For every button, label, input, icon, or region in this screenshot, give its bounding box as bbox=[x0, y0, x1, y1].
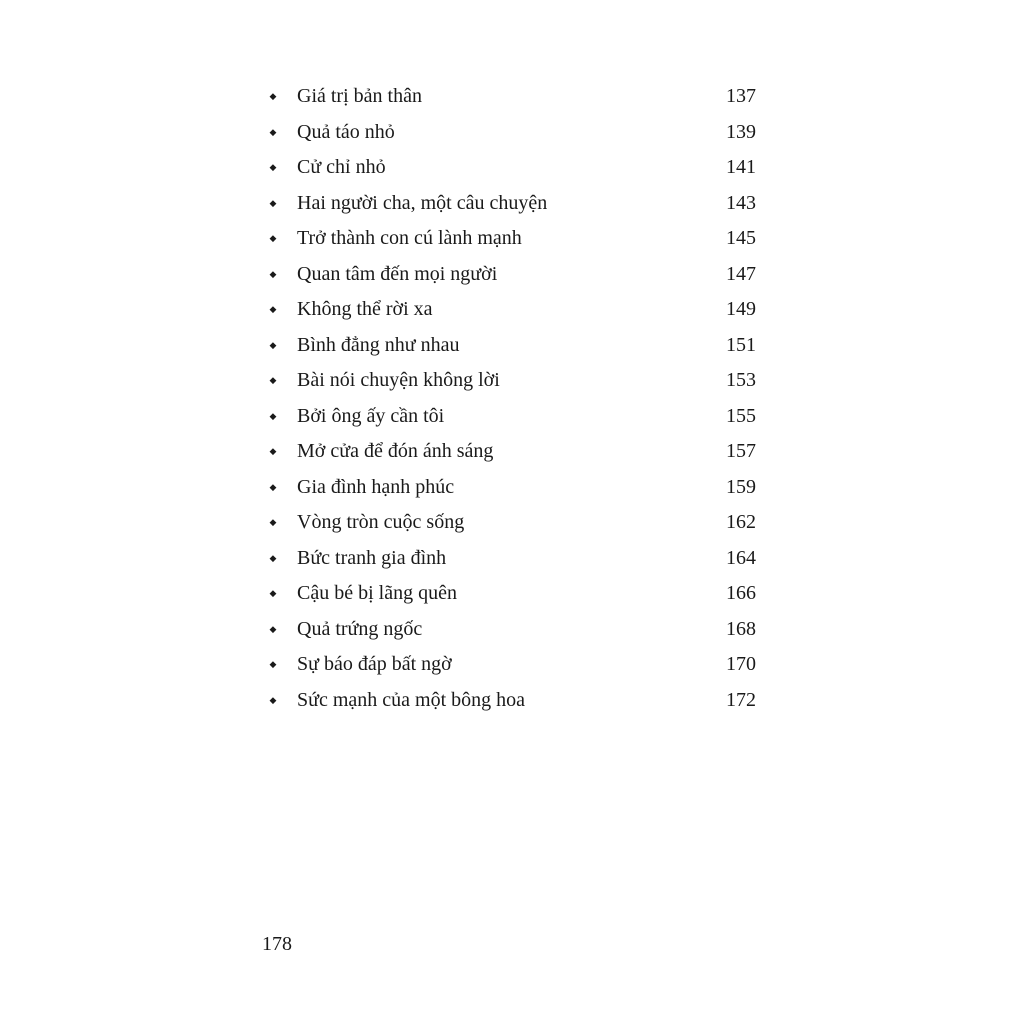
toc-entry-title: Mở cửa để đón ánh sáng bbox=[297, 440, 494, 462]
diamond-bullet-icon: ◆ bbox=[269, 623, 277, 634]
diamond-bullet-icon: ◆ bbox=[269, 126, 277, 137]
toc-entry-title: Sự báo đáp bất ngờ bbox=[297, 653, 452, 675]
toc-entry bbox=[262, 115, 762, 151]
diamond-bullet-icon: ◆ bbox=[269, 517, 277, 527]
diamond-bullet-icon: ◆ bbox=[269, 233, 277, 243]
diamond-bullet-icon: ◆ bbox=[269, 197, 277, 208]
toc-entry-title: Bởi ông ấy cần tôi bbox=[297, 404, 445, 427]
toc-entry-title: Giá trị bản thân bbox=[297, 85, 422, 107]
diamond-bullet-icon: ◆ bbox=[269, 552, 277, 563]
toc-entry bbox=[262, 221, 762, 257]
diamond-bullet-icon: ◆ bbox=[269, 481, 277, 492]
toc-entry bbox=[262, 683, 762, 719]
toc-entry-title: Bức tranh gia đình bbox=[297, 546, 447, 569]
toc-entry-page: 153 bbox=[726, 369, 756, 391]
toc-entry bbox=[262, 470, 762, 506]
toc-entry-title: Vòng tròn cuộc sống bbox=[297, 511, 465, 533]
toc-entry bbox=[262, 292, 762, 328]
table-of-contents bbox=[262, 79, 762, 718]
diamond-bullet-icon: ◆ bbox=[269, 339, 277, 350]
toc-entry bbox=[262, 186, 762, 222]
toc-entry-page: 143 bbox=[726, 191, 756, 214]
page-number: 178 bbox=[262, 933, 292, 955]
toc-entry-page: 155 bbox=[726, 404, 756, 427]
diamond-bullet-icon: ◆ bbox=[269, 446, 277, 456]
toc-entry-page: 147 bbox=[726, 262, 756, 285]
toc-entry bbox=[262, 79, 762, 115]
toc-entry-page: 170 bbox=[726, 653, 756, 675]
toc-entry-page: 145 bbox=[726, 227, 756, 249]
toc-entry-title: Quan tâm đến mọi người bbox=[297, 262, 498, 285]
toc-entry bbox=[262, 576, 762, 612]
toc-entry bbox=[262, 150, 762, 186]
toc-entry-page: 139 bbox=[726, 120, 756, 143]
toc-entry bbox=[262, 363, 762, 399]
toc-entry-title: Quả táo nhỏ bbox=[297, 120, 395, 143]
diamond-bullet-icon: ◆ bbox=[269, 410, 277, 421]
toc-entry bbox=[262, 257, 762, 293]
toc-entry-page: 157 bbox=[726, 440, 756, 462]
toc-entry-page: 159 bbox=[726, 475, 756, 498]
diamond-bullet-icon: ◆ bbox=[269, 268, 277, 279]
toc-entry-page: 137 bbox=[726, 85, 756, 107]
toc-entry-page: 164 bbox=[726, 546, 756, 569]
diamond-bullet-icon: ◆ bbox=[269, 304, 277, 314]
diamond-bullet-icon: ◆ bbox=[269, 375, 277, 385]
toc-entry-title: Gia đình hạnh phúc bbox=[297, 475, 455, 498]
toc-entry-title: Trở thành con cú lành mạnh bbox=[297, 227, 522, 249]
toc-entry bbox=[262, 505, 762, 541]
toc-entry-page: 172 bbox=[726, 688, 756, 711]
toc-entry-title: Bình đẳng như nhau bbox=[297, 333, 460, 356]
toc-entry-title: Cậu bé bị lãng quên bbox=[297, 582, 457, 604]
diamond-bullet-icon: ◆ bbox=[269, 588, 277, 598]
toc-entry-title: Không thể rời xa bbox=[297, 298, 433, 320]
toc-entry bbox=[262, 647, 762, 683]
toc-entry-title: Quả trứng ngốc bbox=[297, 617, 423, 640]
toc-entry bbox=[262, 434, 762, 470]
toc-entry-title: Sức mạnh của một bông hoa bbox=[297, 688, 526, 711]
toc-entry bbox=[262, 612, 762, 648]
toc-entry bbox=[262, 399, 762, 435]
toc-entry bbox=[262, 541, 762, 577]
diamond-bullet-icon: ◆ bbox=[269, 659, 277, 669]
toc-entry-page: 168 bbox=[726, 617, 756, 640]
toc-entry-title: Hai người cha, một câu chuyện bbox=[297, 191, 548, 214]
diamond-bullet-icon: ◆ bbox=[269, 162, 277, 172]
toc-entry-page: 166 bbox=[726, 582, 756, 604]
toc-entry-page: 162 bbox=[726, 511, 756, 533]
toc-entry-page: 141 bbox=[726, 156, 756, 178]
toc-entry-title: Bài nói chuyện không lời bbox=[297, 369, 500, 391]
diamond-bullet-icon: ◆ bbox=[269, 694, 277, 705]
toc-entry bbox=[262, 328, 762, 364]
diamond-bullet-icon: ◆ bbox=[269, 91, 277, 101]
toc-entry-page: 151 bbox=[726, 333, 756, 356]
toc-entry-title: Cử chỉ nhỏ bbox=[297, 156, 386, 178]
toc-entry-page: 149 bbox=[726, 298, 756, 320]
